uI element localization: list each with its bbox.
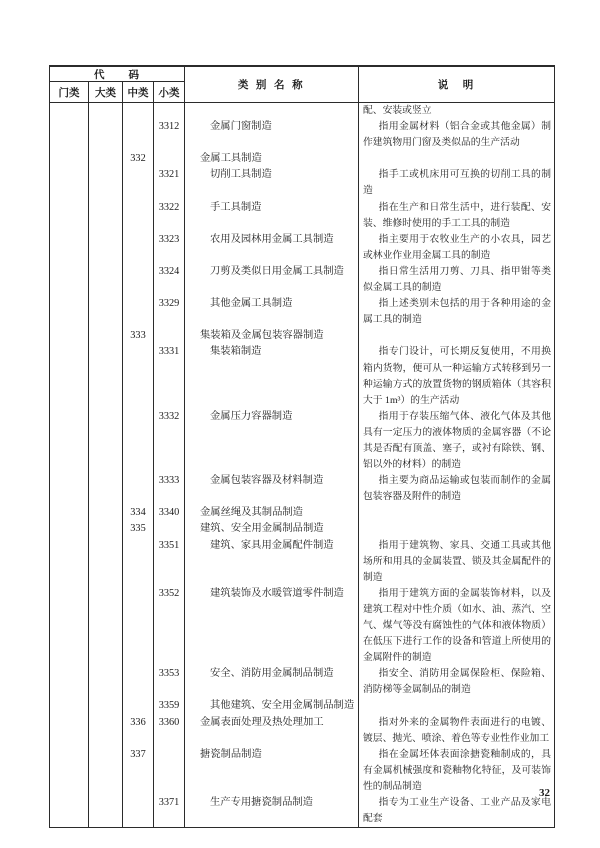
- table-row: [50, 795, 554, 827]
- table-row: [50, 232, 554, 264]
- cell-dalei-code: [89, 715, 123, 747]
- table-row: [50, 296, 554, 328]
- cell-category-name: 金属门窗制造: [185, 119, 359, 151]
- cell-dalei-code: [89, 666, 123, 698]
- cell-dalei-code: [89, 505, 123, 521]
- cell-dalei-code: [89, 747, 123, 795]
- table-row: [50, 505, 554, 521]
- cell-zhonglei-code: 335: [123, 521, 154, 537]
- cell-xiaolei-code: [154, 103, 185, 119]
- table-row: [50, 538, 554, 586]
- cell-xiaolei-code: [154, 747, 185, 795]
- cell-zhonglei-code: [123, 586, 154, 666]
- cell-category-name: 金属压力容器制造: [185, 409, 359, 473]
- cell-category-name: 农用及园林用金属工具制造: [185, 232, 359, 264]
- cell-xiaolei-code: 3324: [154, 264, 185, 296]
- cell-description: [359, 151, 554, 167]
- table-row: [50, 698, 554, 714]
- cell-xiaolei-code: 3321: [154, 167, 185, 199]
- cell-category-name: 金属工具制造: [185, 151, 359, 167]
- cell-dalei-code: [89, 473, 123, 505]
- cell-xiaolei-code: [154, 151, 185, 167]
- table-row: [50, 167, 554, 199]
- cell-zhonglei-code: 336: [123, 715, 154, 747]
- cell-dalei-code: [89, 344, 123, 408]
- cell-zhonglei-code: 337: [123, 747, 154, 795]
- cell-description: 指上述类别未包括的用于各种用途的金属工具的制造: [363, 298, 551, 326]
- cell-dalei-code: [89, 328, 123, 344]
- cell-dalei-code: [89, 296, 123, 328]
- cell-dalei-code: [89, 264, 123, 296]
- header-code-group: 代 码: [50, 67, 185, 82]
- table-row: [50, 344, 554, 408]
- cell-zhonglei-code: 332: [123, 151, 154, 167]
- cell-dalei-code: [89, 795, 123, 827]
- cell-dalei-code: [89, 103, 123, 119]
- cell-menlei-code: [50, 698, 89, 714]
- cell-category-name: 集装箱制造: [185, 344, 359, 408]
- table-row: [50, 151, 554, 167]
- cell-category-name: 其他建筑、安全用金属制品制造: [185, 698, 359, 714]
- cell-description: [359, 698, 554, 714]
- cell-zhonglei-code: [123, 795, 154, 827]
- cell-description: 指在生产和日常生活中，进行装配、安装、维修时使用的手工工具的制造: [363, 201, 551, 229]
- cell-menlei-code: [50, 167, 89, 199]
- cell-dalei-code: [89, 119, 123, 151]
- cell-description: 指主要为商品运输或包装而制作的金属包装容器及附件的制造: [363, 475, 551, 503]
- cell-category-name: 安全、消防用金属制品制造: [185, 666, 359, 698]
- table-row: [50, 200, 554, 232]
- cell-xiaolei-code: 3333: [154, 473, 185, 505]
- table-row: [50, 119, 554, 151]
- cell-menlei-code: [50, 264, 89, 296]
- cell-dalei-code: [89, 200, 123, 232]
- table-row: [50, 328, 554, 344]
- cell-category-name: 生产专用搪瓷制品制造: [185, 795, 359, 827]
- cell-zhonglei-code: [123, 119, 154, 151]
- cell-xiaolei-code: 3351: [154, 538, 185, 586]
- cell-category-name: 搪瓷制品制造: [185, 747, 359, 795]
- cell-xiaolei-code: 3322: [154, 200, 185, 232]
- table-row: [50, 715, 554, 747]
- cell-dalei-code: [89, 538, 123, 586]
- table-row: [50, 473, 554, 505]
- cell-menlei-code: [50, 521, 89, 537]
- cell-description: 配、安装或竖立: [363, 105, 432, 116]
- table-row: [50, 521, 554, 537]
- cell-zhonglei-code: [123, 200, 154, 232]
- cell-description: 指对外来的金属物件表面进行的电镀、镀层、抛光、喷涂、着色等专业性作业加工: [363, 716, 551, 744]
- cell-xiaolei-code: 3332: [154, 409, 185, 473]
- cell-xiaolei-code: 3312: [154, 119, 185, 151]
- table-header: [50, 67, 554, 103]
- cell-menlei-code: [50, 103, 89, 119]
- cell-xiaolei-code: 3323: [154, 232, 185, 264]
- cell-menlei-code: [50, 666, 89, 698]
- cell-zhonglei-code: [123, 538, 154, 586]
- cell-category-name: 集装箱及金属包装容器制造: [185, 328, 359, 344]
- cell-description: [359, 328, 554, 344]
- cell-zhonglei-code: [123, 344, 154, 408]
- table-row: [50, 264, 554, 296]
- cell-category-name: 建筑、安全用金属制品制造: [185, 521, 359, 537]
- cell-xiaolei-code: [154, 521, 185, 537]
- cell-zhonglei-code: [123, 264, 154, 296]
- table-row: [50, 586, 554, 666]
- cell-category-name: 建筑、家具用金属配件制造: [185, 538, 359, 586]
- cell-xiaolei-code: 3331: [154, 344, 185, 408]
- cell-description: [359, 505, 554, 521]
- cell-menlei-code: [50, 538, 89, 586]
- cell-menlei-code: [50, 151, 89, 167]
- cell-xiaolei-code: 3352: [154, 586, 185, 666]
- cell-xiaolei-code: 3360: [154, 715, 185, 747]
- cell-category-name: 金属丝绳及其制品制造: [185, 505, 359, 521]
- cell-zhonglei-code: [123, 409, 154, 473]
- cell-menlei-code: [50, 473, 89, 505]
- classification-table: [49, 65, 555, 828]
- cell-category-name: 切削工具制造: [185, 167, 359, 199]
- cell-menlei-code: [50, 795, 89, 827]
- cell-menlei-code: [50, 200, 89, 232]
- cell-description: 指日常生活用刀剪、刀具、指甲钳等类似金属工具的制造: [363, 265, 551, 294]
- cell-description: 指在金属坯体表面涂搪瓷釉制成的，具有金属机械强度和瓷釉物化特征，及可装饰性的制品制造: [363, 748, 551, 792]
- cell-zhonglei-code: [123, 296, 154, 328]
- cell-category-name: [185, 103, 359, 119]
- cell-description: 指主要用于农牧业生产的小农具，园艺或林业作业用金属工具的制造: [363, 233, 551, 261]
- table-row: [50, 103, 554, 119]
- cell-xiaolei-code: 3329: [154, 296, 185, 328]
- cell-description: 指专为工业生产设备、工业产品及家电配套: [363, 797, 551, 825]
- cell-xiaolei-code: 3340: [154, 505, 185, 521]
- cell-menlei-code: [50, 344, 89, 408]
- cell-menlei-code: [50, 715, 89, 747]
- cell-zhonglei-code: 333: [123, 328, 154, 344]
- header-category-name: 类 别 名 称: [185, 67, 359, 102]
- cell-description: 指用于建筑方面的金属装饰材料，以及建筑工程对中性介质（如水、油、蒸汽、空气、煤气等没有腐蚀性的气体和液体物质）在低压下进行工作的设备和管道上所使用的金属附件的制造: [363, 587, 551, 664]
- cell-zhonglei-code: [123, 698, 154, 714]
- cell-description: 指手工或机床用可互换的切削工具的制造: [363, 169, 551, 197]
- cell-zhonglei-code: [123, 232, 154, 264]
- header-description: 说 明: [437, 80, 476, 91]
- table-row: [50, 409, 554, 473]
- cell-menlei-code: [50, 409, 89, 473]
- cell-category-name: 金属表面处理及热处理加工: [185, 715, 359, 747]
- cell-zhonglei-code: [123, 666, 154, 698]
- cell-dalei-code: [89, 521, 123, 537]
- cell-menlei-code: [50, 747, 89, 795]
- cell-description: [359, 521, 554, 537]
- cell-menlei-code: [50, 232, 89, 264]
- table-row: [50, 666, 554, 698]
- cell-category-name: 手工具制造: [185, 200, 359, 232]
- cell-category-name: 其他金属工具制造: [185, 296, 359, 328]
- cell-dalei-code: [89, 167, 123, 199]
- cell-description: 指专门设计，可长期反复使用，不用换箱内货物，便可从一种运输方式转移到另一种运输方式的放置货物的钢质箱体（其容积大于 1m³）的生产活动: [363, 346, 551, 406]
- header-dalei: 大类: [89, 82, 123, 102]
- cell-xiaolei-code: 3359: [154, 698, 185, 714]
- cell-zhonglei-code: [123, 473, 154, 505]
- cell-zhonglei-code: [123, 167, 154, 199]
- cell-xiaolei-code: 3371: [154, 795, 185, 827]
- cell-dalei-code: [89, 151, 123, 167]
- table-row: [50, 747, 554, 795]
- cell-dalei-code: [89, 698, 123, 714]
- cell-menlei-code: [50, 505, 89, 521]
- header-menlei: 门类: [50, 82, 89, 102]
- header-zhonglei: 中类: [123, 82, 154, 102]
- cell-category-name: 建筑装饰及水暖管道零件制造: [185, 586, 359, 666]
- cell-dalei-code: [89, 232, 123, 264]
- cell-menlei-code: [50, 119, 89, 151]
- cell-xiaolei-code: 3353: [154, 666, 185, 698]
- cell-category-name: 刀剪及类似日用金属工具制造: [185, 264, 359, 296]
- table-body: [50, 103, 554, 827]
- cell-dalei-code: [89, 586, 123, 666]
- cell-category-name: 金属包装容器及材料制造: [185, 473, 359, 505]
- cell-menlei-code: [50, 328, 89, 344]
- cell-description: 指用于存装压缩气体、液化气体及其他具有一定压力的液体物质的金属容器（不论其是否配有顶盖、塞子，或衬有除铁、钢、铝以外的材料）的制造: [363, 410, 551, 471]
- cell-zhonglei-code: [123, 103, 154, 119]
- cell-description: 指安全、消防用金属保险柜、保险箱、消防梯等金属制品的制造: [363, 668, 551, 696]
- cell-menlei-code: [50, 296, 89, 328]
- cell-dalei-code: [89, 409, 123, 473]
- cell-description: 指用金属材料（铝合金或其他金属）制作建筑物用门窗及类似品的生产活动: [363, 121, 551, 149]
- cell-description: 指用于建筑物、家具、交通工具或其他场所和用具的金属装置、锁及其金属配件的制造: [363, 539, 551, 583]
- page-number: 32: [539, 787, 550, 799]
- cell-zhonglei-code: 334: [123, 505, 154, 521]
- header-xiaolei: 小类: [154, 82, 185, 102]
- cell-menlei-code: [50, 586, 89, 666]
- cell-xiaolei-code: [154, 328, 185, 344]
